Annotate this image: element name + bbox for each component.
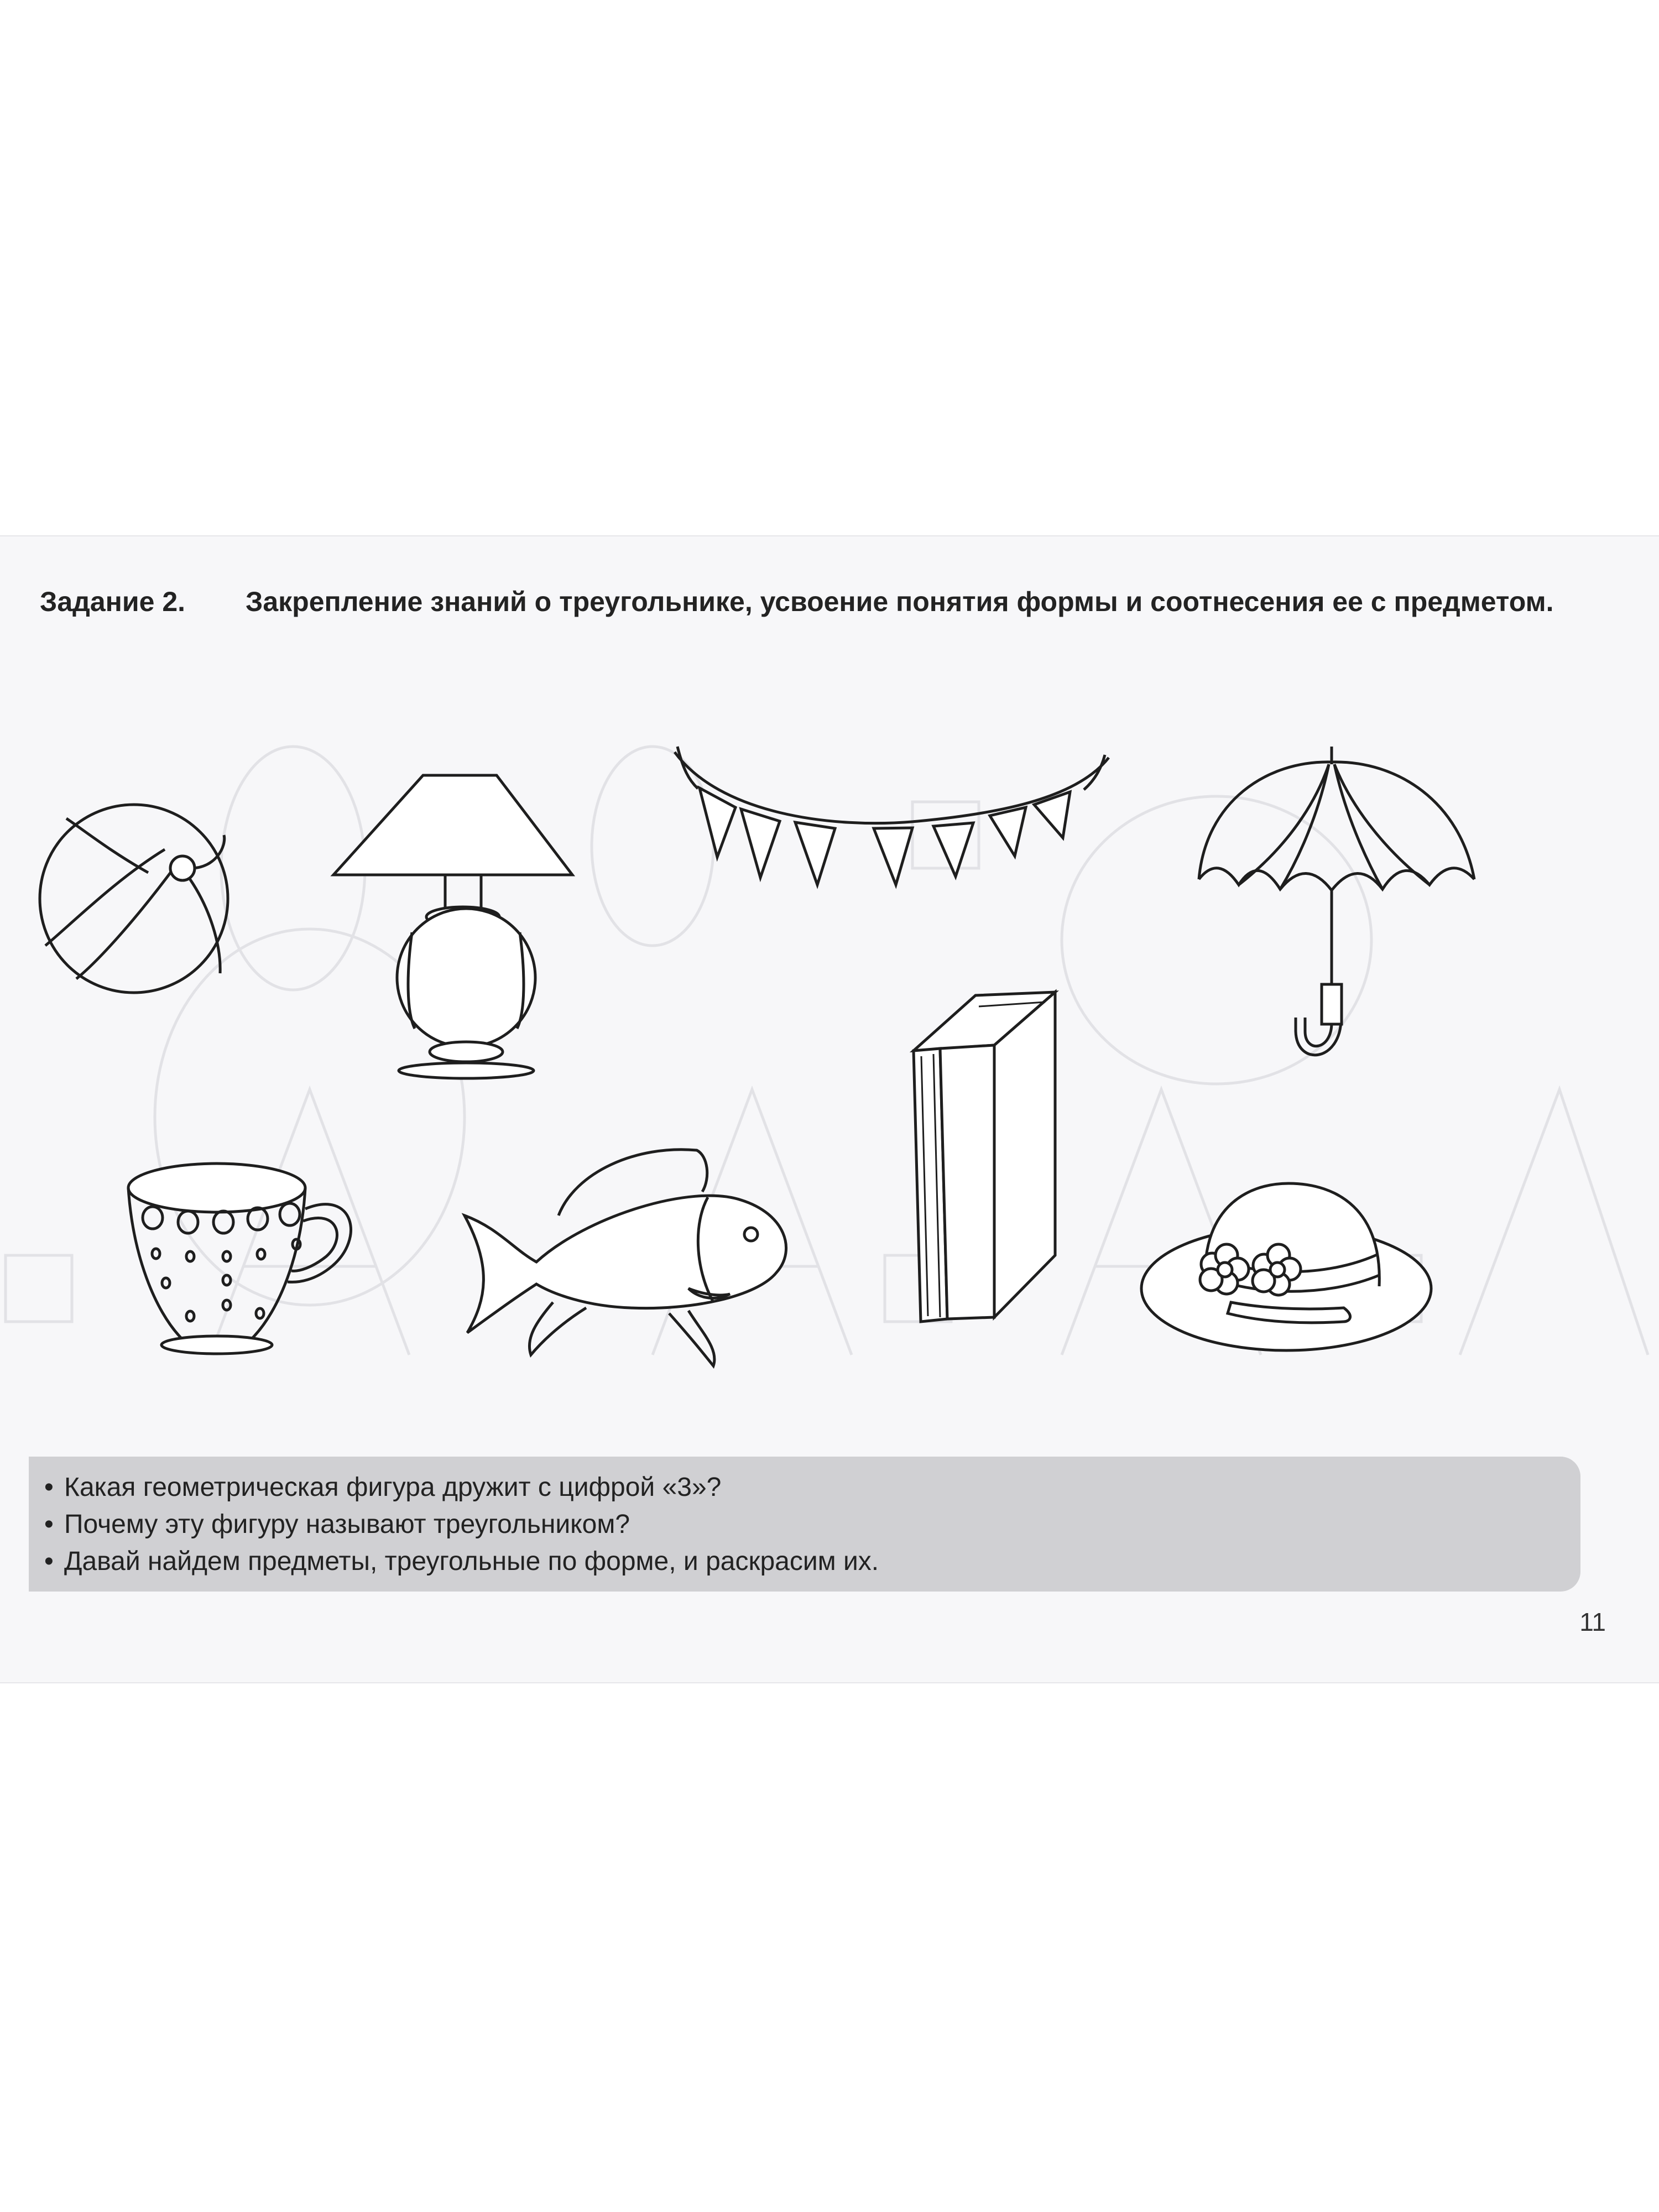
- task-description: Закрепление знаний о треугольнике, усвоение понятия формы и соотнесения ее с предметом.: [246, 586, 1554, 617]
- questions-box: [29, 1457, 1580, 1592]
- bunting-garland-icon: [675, 747, 1109, 885]
- question-item: [44, 1469, 879, 1506]
- fish-icon: [465, 1150, 786, 1366]
- question-text: Какая геометрическая фигура дружит с цифрой «3»?: [64, 1473, 722, 1502]
- ball-icon: [40, 805, 228, 993]
- picture-area: [0, 536, 1659, 1477]
- bullet: •: [44, 1473, 54, 1502]
- hat-icon: [1141, 1183, 1431, 1350]
- question-list: [44, 1469, 879, 1580]
- question-text: Давай найдем предметы, треугольные по форме, и раскрасим их.: [64, 1547, 879, 1576]
- bullet: •: [44, 1510, 54, 1539]
- cup-icon: [128, 1164, 351, 1354]
- book-icon: [914, 992, 1055, 1322]
- umbrella-icon: [1199, 747, 1474, 1055]
- lamp-icon: [333, 775, 572, 1078]
- bullet: •: [44, 1547, 54, 1576]
- workbook-page: [0, 535, 1659, 1683]
- page-number: 11: [1579, 1608, 1606, 1636]
- question-text: Почему эту фигуру называют треугольником?: [64, 1510, 630, 1539]
- task-number: Задание 2.: [40, 586, 186, 617]
- question-item: [44, 1543, 879, 1580]
- question-item: [44, 1506, 879, 1543]
